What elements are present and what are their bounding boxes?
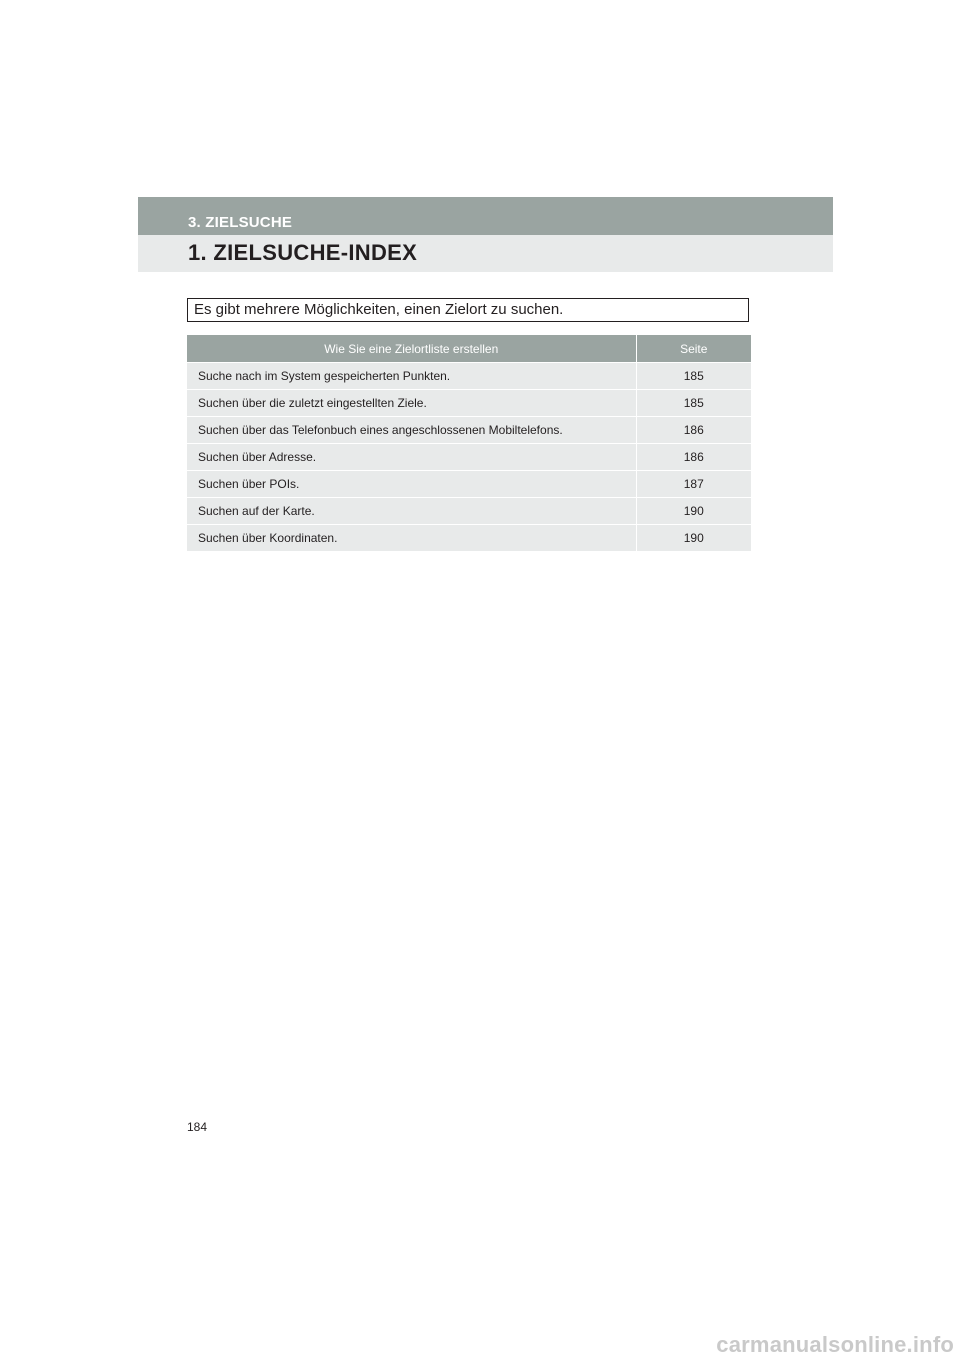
page-number: 184 bbox=[187, 1120, 208, 1134]
table-row bbox=[187, 498, 751, 525]
section-header-bar bbox=[138, 197, 833, 235]
table-row bbox=[187, 363, 751, 390]
title-bar bbox=[138, 235, 833, 272]
row-label: Suchen über Adresse. bbox=[187, 444, 636, 471]
table-header-row bbox=[187, 335, 751, 363]
row-label: Suche nach im System gespeicherten Punkten. bbox=[187, 363, 636, 390]
row-page-link[interactable]: 186 bbox=[636, 417, 751, 444]
row-page-link[interactable]: 187 bbox=[636, 471, 751, 498]
table-row bbox=[187, 444, 751, 471]
watermark-logo: carmanualsonline.info bbox=[716, 1332, 954, 1357]
row-label: Suchen über die zuletzt eingestellten Ziele. bbox=[187, 390, 636, 417]
destination-search-index-table bbox=[187, 335, 751, 551]
method-column-header: Wie Sie eine Zielortliste erstellen bbox=[187, 335, 636, 363]
row-page-link[interactable]: 190 bbox=[636, 525, 751, 552]
row-page-link[interactable]: 185 bbox=[636, 390, 751, 417]
row-page-link[interactable]: 190 bbox=[636, 498, 751, 525]
row-label: Suchen über Koordinaten. bbox=[187, 525, 636, 552]
row-label: Suchen auf der Karte. bbox=[187, 498, 636, 525]
row-label: Suchen über das Telefonbuch eines angeschlossenen Mobiltelefons. bbox=[187, 417, 636, 444]
row-label: Suchen über POIs. bbox=[187, 471, 636, 498]
table-row bbox=[187, 471, 751, 498]
table-row bbox=[187, 417, 751, 444]
row-page-link[interactable]: 185 bbox=[636, 363, 751, 390]
intro-box bbox=[187, 298, 749, 322]
table-row bbox=[187, 525, 751, 552]
page-title: 1. ZIELSUCHE-INDEX bbox=[188, 240, 418, 265]
section-label: 3. ZIELSUCHE bbox=[188, 214, 293, 231]
page-column-header: Seite bbox=[636, 335, 751, 363]
row-page-link[interactable]: 186 bbox=[636, 444, 751, 471]
intro-text: Es gibt mehrere Möglichkeiten, einen Zielort zu suchen. bbox=[194, 301, 564, 318]
table-row bbox=[187, 390, 751, 417]
